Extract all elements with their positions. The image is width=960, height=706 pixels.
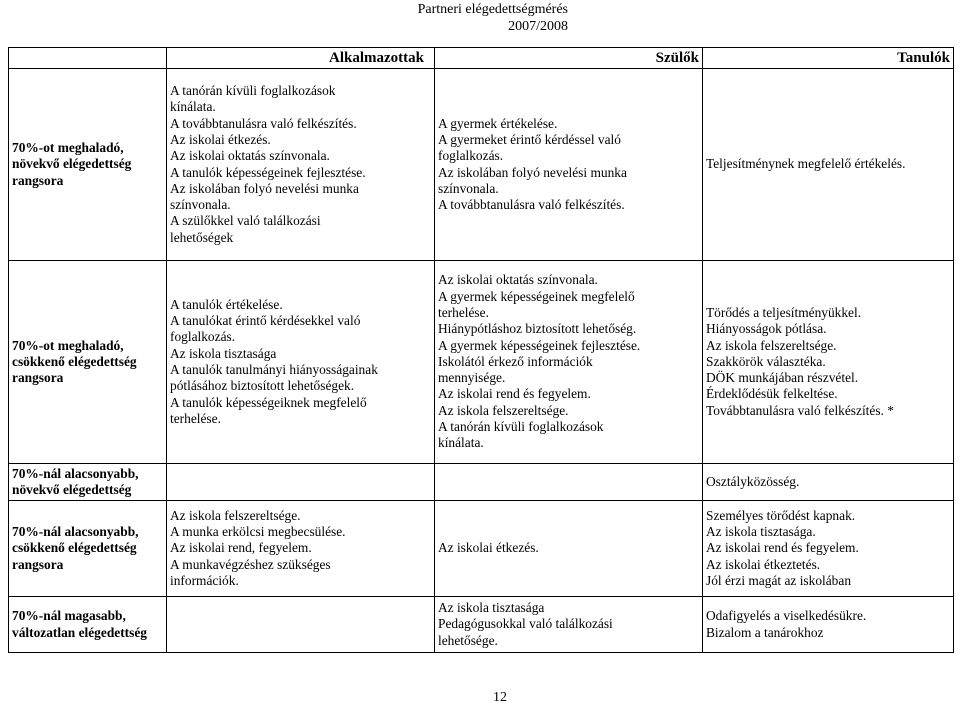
column-header-alkalmazottak: Alkalmazottak — [167, 48, 435, 69]
page-number: 12 — [493, 690, 507, 705]
row-label: 70%-ot meghaladó, csökkenő elégedettség rangsora — [9, 261, 167, 464]
row-label: 70%-nál alacsonyabb, csökkenő elégedettség rangsora — [9, 501, 167, 597]
cell-tanulok: Törődés a teljesítményükkel. Hiányosságok pótlása. Az iskola felszereltsége. Szakkörök választéka. DÖK munkájában részvétel. Érdeklődésük felkeltése. Továbbtanulásra való felkészítés. * — [703, 261, 954, 464]
cell-alkalmazottak — [167, 597, 435, 653]
cell-tanulok: Személyes törődést kapnak. Az iskola tisztasága. Az iskolai rend és fegyelem. Az iskolai étkeztetés. Jól érzi magát az iskolában — [703, 501, 954, 597]
row-label: 70%-ot meghaladó, növekvő elégedettség rangsora — [9, 69, 167, 261]
satisfaction-table — [8, 47, 954, 653]
cell-szulok: A gyermek értékelése. A gyermeket érintő kérdéssel való foglalkozás. Az iskolában folyó nevelési munka színvonala. A továbbtanulásra való felkészítés. — [435, 69, 703, 261]
cell-alkalmazottak: Az iskola felszereltsége. A munka erkölcsi megbecsülése. Az iskolai rend, fegyelem. A munkavégzéshez szükséges információk. — [167, 501, 435, 597]
table-row — [9, 464, 954, 501]
document-title: Partneri elégedettségmérés — [417, 2, 568, 17]
table-header-row — [9, 48, 954, 69]
table-row — [9, 261, 954, 464]
cell-szulok: Az iskolai oktatás színvonala. A gyermek képességeinek megfelelő terhelése. Hiánypótláshoz biztosított lehetőség. A gyermek képességeinek fejlesztése. Iskolától érkező információk mennyisége. Az iskolai rend és fegyelem. Az iskola felszereltsége. A tanórán kívüli foglalkozások kínálata. — [435, 261, 703, 464]
document-year: 2007/2008 — [508, 19, 568, 34]
table-row — [9, 501, 954, 597]
column-header-empty — [9, 48, 167, 69]
cell-tanulok: Teljesítménynek megfelelő értékelés. — [703, 69, 954, 261]
cell-szulok — [435, 464, 703, 501]
cell-tanulok: Odafigyelés a viselkedésükre. Bizalom a tanárokhoz — [703, 597, 954, 653]
cell-szulok: Az iskola tisztasága Pedagógusokkal való találkozási lehetősége. — [435, 597, 703, 653]
cell-tanulok: Osztályközösség. — [703, 464, 954, 501]
column-header-tanulok: Tanulók — [703, 48, 954, 69]
table-row — [9, 69, 954, 261]
cell-szulok: Az iskolai étkezés. — [435, 501, 703, 597]
row-label: 70%-nál alacsonyabb, növekvő elégedettség — [9, 464, 167, 501]
cell-alkalmazottak — [167, 464, 435, 501]
table-row — [9, 597, 954, 653]
column-header-szulok: Szülők — [435, 48, 703, 69]
cell-alkalmazottak: A tanulók értékelése. A tanulókat érintő kérdésekkel való foglalkozás. Az iskola tisztasága A tanulók tanulmányi hiányosságainak pótlásához biztosított lehetőségek. A tanulók képességeiknek megfelelő terhelése. — [167, 261, 435, 464]
row-label: 70%-nál magasabb, változatlan elégedettség — [9, 597, 167, 653]
cell-alkalmazottak: A tanórán kívüli foglalkozások kínálata. A továbbtanulásra való felkészítés. Az iskolai étkezés. Az iskolai oktatás színvonala. A tanulók képességeinek fejlesztése. Az iskolában folyó nevelési munka színvonala. A szülőkkel való találkozási lehetőségek — [167, 69, 435, 261]
